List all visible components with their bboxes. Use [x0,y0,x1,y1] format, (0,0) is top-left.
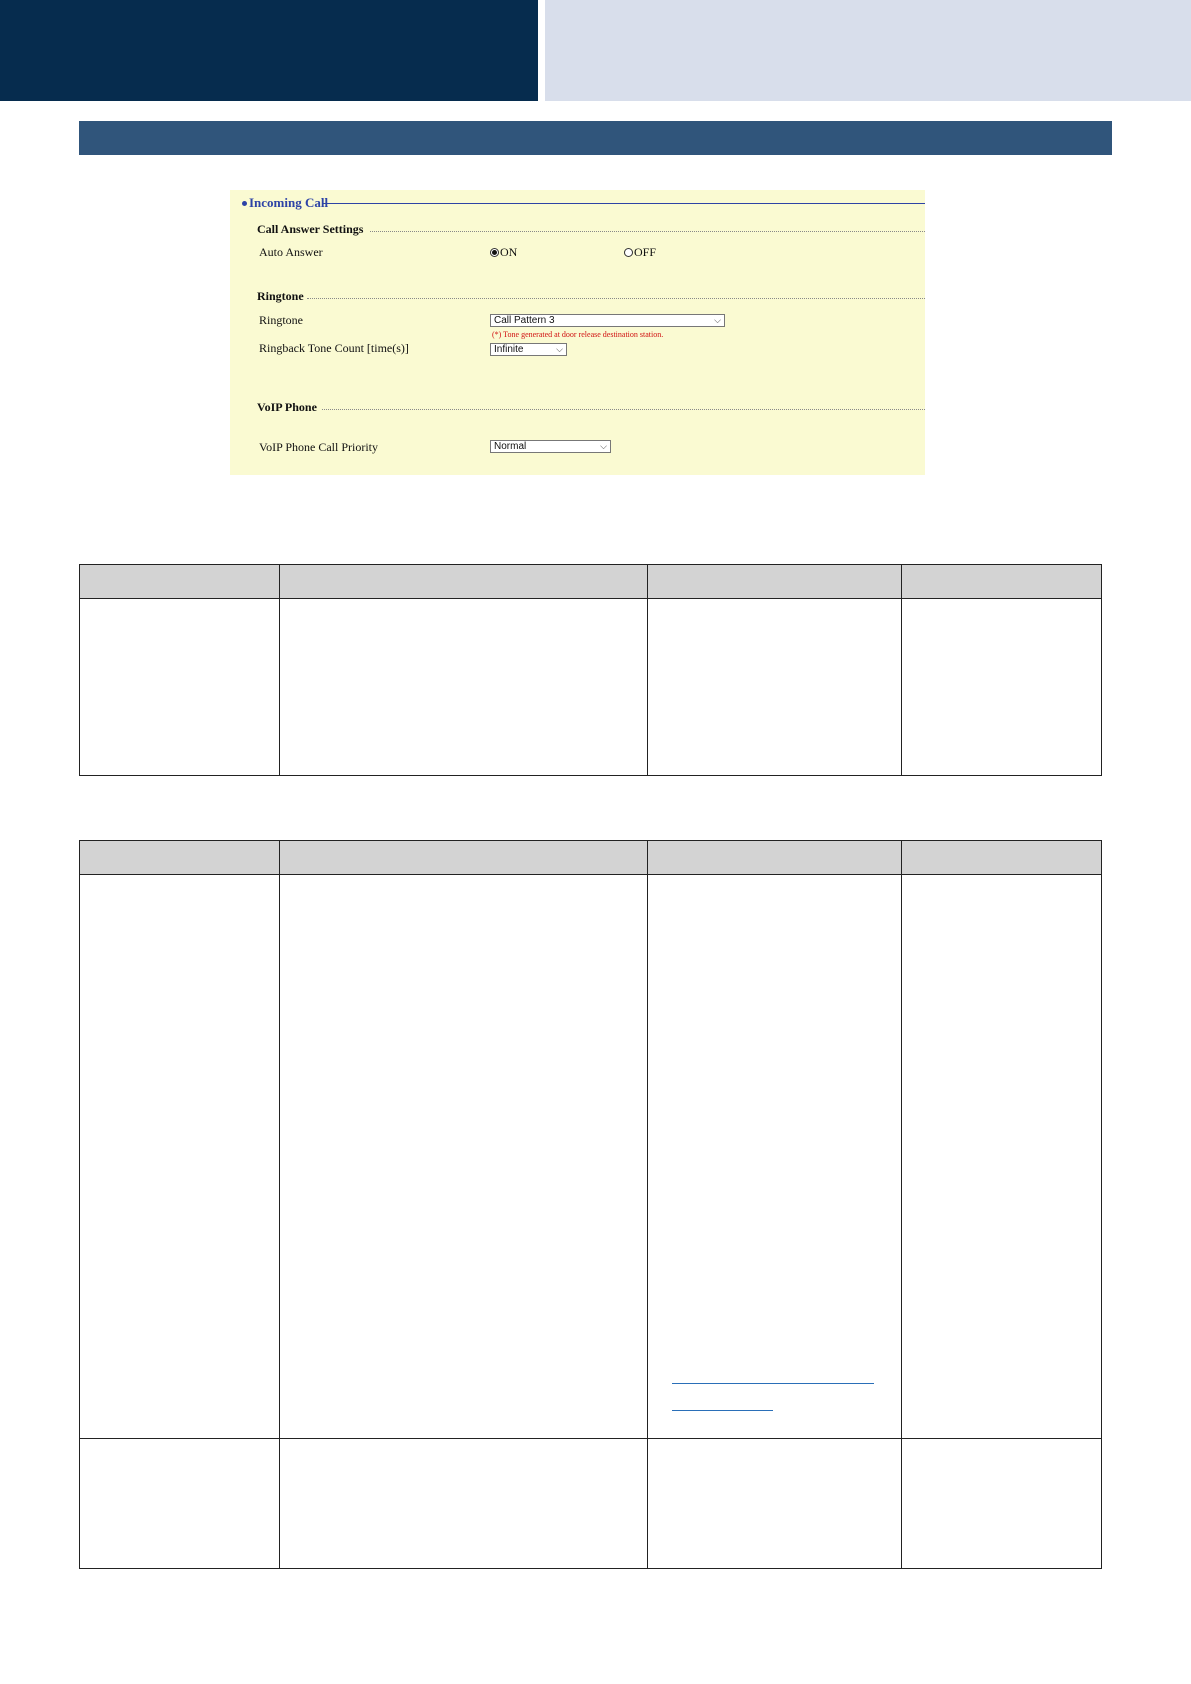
table-cell [80,1439,280,1569]
chevron-down-icon: ⌵ [714,315,721,325]
table-cell [902,599,1102,776]
ringtone-label: Ringtone [259,313,303,327]
auto-answer-off-radio[interactable] [624,245,656,260]
voip-phone-heading: VoIP Phone [257,400,317,414]
table-row [80,599,1102,776]
group-divider [322,409,925,410]
table-header-cell [80,565,280,599]
header-banner-light [545,0,1191,101]
group-divider [370,231,925,232]
ringback-tone-count-label: Ringback Tone Count [time(s)] [259,341,409,355]
voip-priority-select[interactable] [490,440,611,453]
auto-answer-off-label: OFF [634,245,657,259]
table-header-cell [280,565,648,599]
call-answer-settings-heading: Call Answer Settings [257,222,364,236]
ringtone-note: (*) Tone generated at door release destination station. [492,330,664,339]
table-header-cell [80,841,280,875]
chevron-down-icon: ⌵ [600,441,607,451]
ringback-tone-count-select[interactable] [490,343,567,356]
table-cell [648,1439,902,1569]
incoming-call-settings-panel [230,190,925,475]
title-rule [323,203,925,204]
voip-priority-label: VoIP Phone Call Priority [259,440,379,454]
auto-answer-on-label: ON [500,245,518,259]
reference-link[interactable] [672,1410,773,1411]
table-cell [280,875,648,1439]
table-cell [648,875,902,1439]
ringtone-heading: Ringtone [257,289,304,303]
table-cell [902,1439,1102,1569]
ringback-select-value: Infinite [494,344,524,355]
table-cell [648,599,902,776]
bullet-icon [242,201,247,206]
settings-table-2 [79,840,1102,1569]
table-header-cell [648,841,902,875]
group-divider [307,298,925,299]
voip-priority-select-value: Normal [494,441,527,452]
reference-link[interactable] [672,1383,874,1384]
panel-title-text: Incoming Call [249,195,329,210]
panel-title [242,195,328,211]
table-cell [902,875,1102,1439]
table-header-cell [648,565,902,599]
chevron-down-icon: ⌵ [556,344,563,354]
table-cell [280,599,648,776]
header-banner-dark [0,0,538,101]
table-header-cell [902,565,1102,599]
ringtone-select[interactable] [490,314,725,327]
table-header-cell [280,841,648,875]
table-row [80,1439,1102,1569]
table-header-cell [902,841,1102,875]
table-cell [280,1439,648,1569]
table-row [80,875,1102,1439]
table-cell [80,875,280,1439]
auto-answer-on-radio[interactable] [490,245,517,260]
auto-answer-label: Auto Answer [259,245,323,259]
settings-table-1 [79,564,1102,776]
radio-unselected-icon [624,248,633,257]
section-title-bar [79,121,1112,155]
ringtone-select-value: Call Pattern 3 [494,315,555,326]
radio-selected-icon [490,248,499,257]
table-cell [80,599,280,776]
